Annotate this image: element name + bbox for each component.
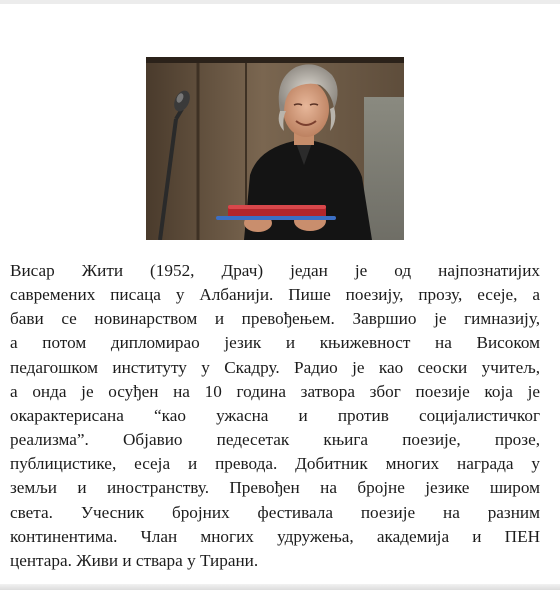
bio-line: Висар Жити (1952, Драч) један је од најпознатијих: [10, 261, 540, 280]
author-biography: [10, 259, 540, 573]
author-photo: [146, 57, 404, 240]
bio-line: окарактерисана “као ужасна и против социјалистичког: [10, 405, 540, 425]
bio-line: реализма”. Објавио педесетак књига поезије, прозе,: [10, 430, 540, 450]
bio-line: земљи и иностранству. Превођен на бројне језике широм: [10, 478, 540, 498]
bio-line: бави се новинарством и превођењем. Завршио је гимназију,: [10, 309, 540, 329]
bio-line: публицистике, есеја и превода. Добитник многих награда у: [10, 454, 540, 474]
bottom-edge: [0, 584, 560, 590]
bio-line: педагошком институту у Скадру. Радио је као сеоски учитељ,: [10, 357, 540, 377]
bio-line: центара. Живи и ствара у Тирани.: [10, 550, 259, 570]
bio-line: света. Учесник бројних фестивала поезије на разним: [10, 502, 540, 522]
top-edge: [0, 0, 560, 4]
bio-line: савремених писаца у Албанији. Пише поезију, прозу, есеје, а: [10, 285, 540, 305]
bio-line: а потом дипломирао језик и књижевност на Високом: [10, 333, 540, 353]
bio-line: континентима. Члан многих удружења, академија и ПЕН: [10, 526, 540, 546]
bio-line: а онда је осуђен на 10 година затвора због поезије која је: [10, 381, 540, 401]
